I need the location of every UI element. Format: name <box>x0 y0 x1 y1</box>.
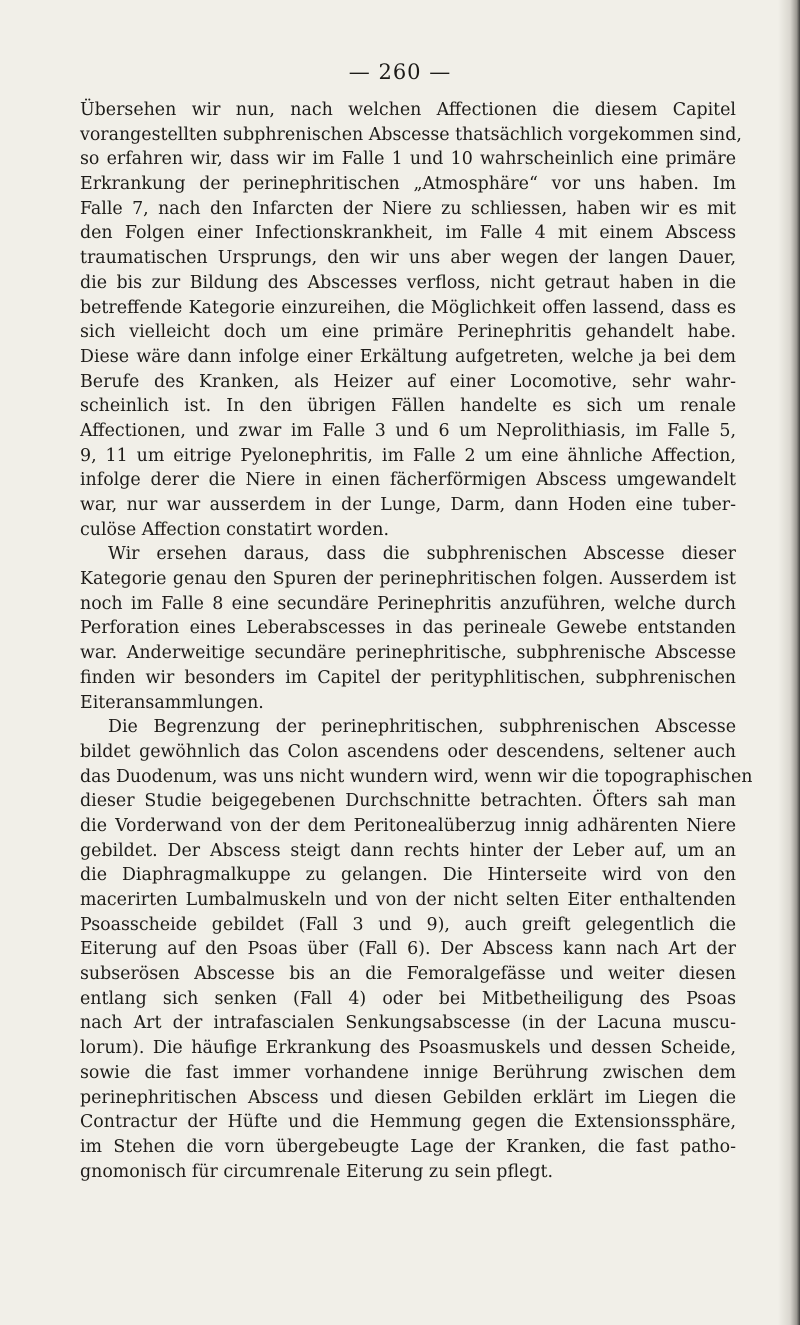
text-line: im Stehen die vorn übergebeugte Lage der Kranken, die fast patho- <box>80 1136 736 1157</box>
text-line: das Duodenum, was uns nicht wundern wird, wenn wir die topographischen <box>80 766 753 787</box>
text-line: bildet gewöhnlich das Colon ascendens oder descendens, seltener auch <box>80 741 736 762</box>
text-line: vorangestellten subphrenischen Abscesse thatsächlich vorgekommen sind, <box>80 124 742 145</box>
text-line: Affectionen, und zwar im Falle 3 und 6 um Neprolithiasis, im Falle 5, <box>80 420 736 441</box>
text-line: Eiteransammlungen. <box>80 692 264 713</box>
text-line: Contractur der Hüfte und die Hemmung gegen die Extensionssphäre, <box>80 1112 736 1133</box>
text-line: Erkrankung der perinephritischen „Atmosphäre“ vor uns haben. Im <box>80 174 736 195</box>
text-line: scheinlich ist. In den übrigen Fällen handelte es sich um renale <box>80 396 736 417</box>
text-line: gebildet. Der Abscess steigt dann rechts hinter der Leber auf, um an <box>80 840 736 861</box>
paragraph <box>80 715 753 1184</box>
text-line: Falle 7, nach den Infarcten der Niere zu schliessen, haben wir es mit <box>80 198 736 219</box>
page-number: — 260 — <box>348 60 452 84</box>
text-line: war, nur war ausserdem in der Lunge, Darm, dann Hoden eine tuber- <box>80 495 736 515</box>
text-line: infolge derer die Niere in einen fächerförmigen Abscess umgewandelt <box>80 470 736 491</box>
text-line: Übersehen wir nun, nach welchen Affectionen die diesem Capitel <box>80 100 736 120</box>
text-line: Kategorie genau den Spuren der perinephritischen folgen. Ausserdem ist <box>80 569 736 590</box>
text-line: lorum). Die häufige Erkrankung des Psoasmuskels und dessen Scheide, <box>80 1038 736 1059</box>
paragraph <box>80 542 736 715</box>
text-line: 9, 11 um eitrige Pyelonephritis, im Falle 2 um eine ähnliche Affection, <box>80 445 736 466</box>
text-line: Psoasscheide gebildet (Fall 3 und 9), auch greift gelegentlich die <box>80 914 736 935</box>
text-line: subserösen Abscesse bis an die Femoralgefässe und weiter diesen <box>80 964 736 985</box>
text-line: dieser Studie beigegebenen Durchschnitte betrachten. Öfters sah man <box>80 791 736 812</box>
text-line: war. Anderweitige secundäre perinephritische, subphrenische Abscesse <box>80 643 736 664</box>
text-line: sowie die fast immer vorhandene innige Berührung zwischen dem <box>80 1062 736 1083</box>
text-line: die Diaphragmalkuppe zu gelangen. Die Hinterseite wird von den <box>80 865 736 886</box>
text-line: Eiterung auf den Psoas über (Fall 6). Der Abscess kann nach Art der <box>80 939 736 960</box>
text-line: culöse Affection constatirt worden. <box>80 519 389 540</box>
text-line: nach Art der intrafascialen Senkungsabscesse (in der Lacuna muscu- <box>80 1013 736 1034</box>
text-line: finden wir besonders im Capitel der perityphlitischen, subphrenischen <box>80 667 736 688</box>
text-line: Wir ersehen daraus, dass die subphrenischen Abscesse dieser <box>108 544 736 565</box>
text-line: Die Begrenzung der perinephritischen, subphrenischen Abscesse <box>108 717 736 738</box>
text-line: gnomonisch für circumrenale Eiterung zu sein pflegt. <box>80 1161 553 1182</box>
paragraph <box>80 98 742 542</box>
page-edge-shadow <box>778 0 800 1325</box>
text-line: die bis zur Bildung des Abscesses verfloss, nicht getraut haben in die <box>80 272 736 293</box>
text-line: betreffende Kategorie einzureihen, die Möglichkeit offen lassend, dass es <box>80 297 736 318</box>
text-line: die Vorderwand von der dem Peritonealüberzug innig adhärenten Niere <box>80 815 736 836</box>
text-line: Berufe des Kranken, als Heizer auf einer Locomotive, sehr wahr- <box>80 371 736 392</box>
text-line: Perforation eines Leberabscesses in das perineale Gewebe entstanden <box>80 618 736 639</box>
text-line: Diese wäre dann infolge einer Erkältung aufgetreten, welche ja bei dem <box>80 346 736 367</box>
text-line: noch im Falle 8 eine secundäre Perinephritis anzuführen, welche durch <box>80 593 736 614</box>
text-line: perinephritischen Abscess und diesen Gebilden erklärt im Liegen die <box>80 1087 736 1108</box>
text-line: sich vielleicht doch um eine primäre Perinephritis gehandelt habe. <box>80 322 736 343</box>
text-line: traumatischen Ursprungs, den wir uns aber wegen der langen Dauer, <box>80 248 736 269</box>
body-text <box>80 98 753 1184</box>
text-line: den Folgen einer Infectionskrankheit, im Falle 4 mit einem Abscess <box>80 223 736 244</box>
text-line: so erfahren wir, dass wir im Falle 1 und 10 wahrscheinlich eine primäre <box>80 149 736 170</box>
text-line: entlang sich senken (Fall 4) oder bei Mitbetheiligung des Psoas <box>80 988 736 1009</box>
text-line: macerirten Lumbalmuskeln und von der nicht selten Eiter enthaltenden <box>80 890 736 910</box>
